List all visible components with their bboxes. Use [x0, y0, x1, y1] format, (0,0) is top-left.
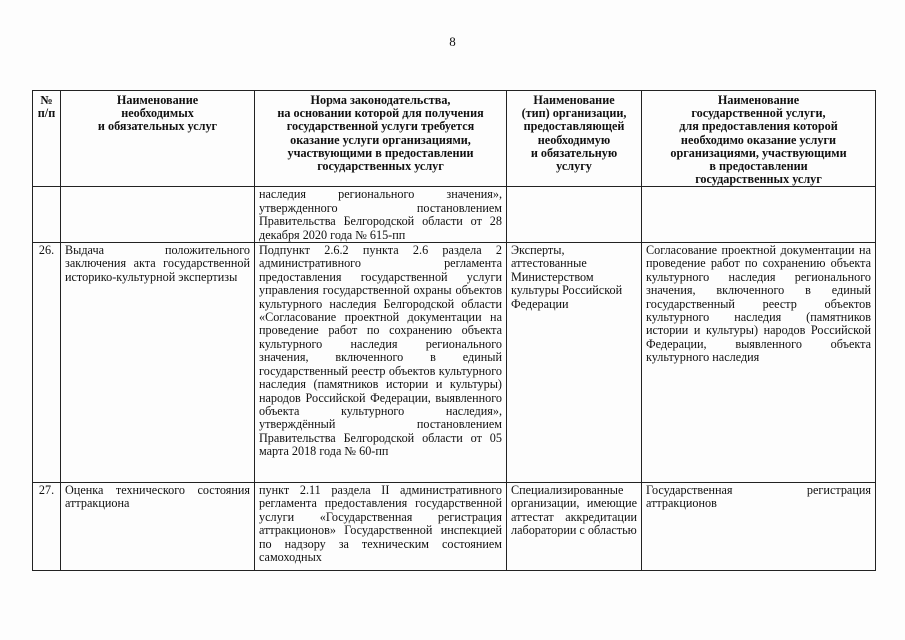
row-service: Выдача положительного заключения акта государственной историко-культурной экспертизы [61, 243, 255, 483]
row-organization: Эксперты, аттестованные Министерством культуры Российской Федерации [507, 243, 642, 483]
services-table [32, 90, 876, 571]
header-line: участвующими в предоставлении [287, 145, 474, 160]
header-service-name [61, 91, 255, 187]
header-line: Наименование [533, 93, 615, 107]
header-line: необходимую [537, 132, 611, 147]
header-line: п/п [37, 106, 56, 121]
header-line: государственных услуг [317, 159, 444, 174]
row-norm: наследия регионального значения», утвержденного постановлением Правительства Белгородской области от 28 декабря 2020 года № 615-пп [255, 187, 507, 243]
row-state-service: Согласование проектной документации на проведение работ по сохранению объекта культурного наследия регионального значения, включенного в единый государственный реестр объектов культурного наследия (памятников истории и культуры) народов Российской Федерации, выявленного объекта культурного наследия [642, 243, 876, 483]
header-line: в предоставлении [709, 159, 808, 174]
header-line: № [40, 93, 53, 107]
row-number: 27. [33, 483, 61, 571]
header-line: на основании которой для получения [277, 106, 484, 121]
header-line: и обязательных услуг [97, 119, 218, 134]
table-header-row [33, 91, 876, 187]
header-line: предоставляющей [523, 119, 625, 134]
header-line: Наименование [717, 93, 800, 107]
row-service [61, 187, 255, 243]
row-number: 26. [33, 243, 61, 483]
header-line: Норма законодательства, [310, 93, 451, 107]
header-line: и обязательную [530, 145, 618, 160]
row-norm: Подпункт 2.6.2 пункта 2.6 раздела 2 административного регламента предоставления государственной услуги управления государственной охраны объектов культурного наследия Белгородской области «Согласование проектной документации на проведение работ по сохранению объекта культурного наследия регионального значения, включенного в единый государственный реестр объектов культурного наследия (памятников истории и культуры) народов Российской Федерации, выявленного объекта культурного наследия», утверждённый постановлением Правительства Белгородской области от 05 марта 2018 года № 60-пп [255, 243, 507, 483]
header-line: необходимых [121, 106, 194, 121]
row-number [33, 187, 61, 243]
header-legal-norm [255, 91, 507, 187]
header-organization-type [507, 91, 642, 187]
header-line: услугу [556, 159, 592, 174]
header-line: государственной услуги требуется [286, 119, 475, 134]
header-line: оказание услуги организациями, [290, 132, 471, 147]
row-state-service: Государственная регистрация аттракционов [642, 483, 876, 571]
table-row [33, 187, 876, 243]
header-line: Наименование [116, 93, 199, 107]
row-organization: Специализированные организации, имеющие аттестат аккредитации лаборатории с областью [507, 483, 642, 571]
header-line: государственных услуг [695, 172, 822, 187]
header-line: организациями, участвующими [670, 145, 847, 160]
row-state-service [642, 187, 876, 243]
row-organization [507, 187, 642, 243]
row-service: Оценка технического состояния аттракциона [61, 483, 255, 571]
table-row [33, 243, 876, 483]
page-number: 8 [449, 34, 456, 49]
table-row [33, 483, 876, 571]
header-state-service [642, 91, 876, 187]
header-line: (тип) организации, [521, 106, 627, 121]
header-line: необходимо оказание услуги [680, 132, 837, 147]
header-line: для предоставления которой [679, 119, 838, 134]
header-line: государственной услуги, [691, 106, 826, 121]
header-number [33, 91, 61, 187]
row-norm: пункт 2.11 раздела II административного регламента предоставления государственной услуги «Государственная регистрация аттракционов» Государственной инспекцией по надзору за техническим состоянием самоходных [255, 483, 507, 571]
